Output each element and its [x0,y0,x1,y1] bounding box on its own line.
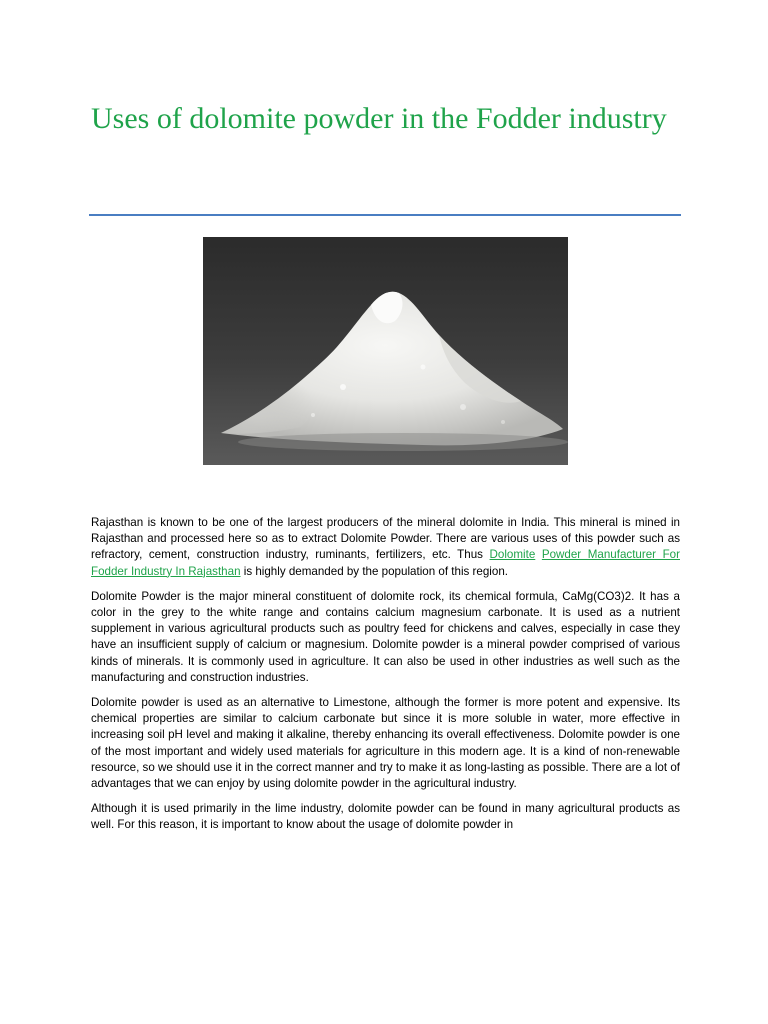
dolomite-powder-image [203,237,568,465]
paragraph-1-tail: is highly demanded by the population of this region. [240,564,508,578]
paragraph-1 [91,515,680,580]
title-divider [89,214,681,216]
powder-manufacturer-link[interactable]: Powder Manufacturer For Fodder Industry In Rajasthan [91,548,680,578]
paragraph-2: Dolomite Powder is the major mineral constituent of dolomite rock, its chemical formula, CaMg(CO3)2. It has a color in the grey to the white range and contains calcium magnesium carbonate. It is used as a nutrient supplement in various agricultural products such as poultry feed for chickens and calves, especially in case they have an insufficient supply of calcium or magnesium. Dolomite powder is a mineral powder comprised of various kinds of minerals. It is commonly used in agriculture. It can also be used in other industries as well such as the manufacturing and construction industries. [91,589,680,684]
paragraph-4: Although it is used primarily in the lime industry, dolomite powder can be found in many agricultural products as well. For this reason, it is important to know about the usage of dolomite powder in [91,802,680,832]
paragraph-1-text: Rajasthan is known to be one of the largest producers of the mineral dolomite in India. This mineral is mined in Rajasthan and processed here so as to extract Dolomite Powder. There are various uses of this powder such as refractory, cement, construction industry, ruminants, fertilizers, etc. Thus [91,516,680,562]
paragraph-3: Dolomite powder is used as an alternative to Limestone, although the former is more potent and expensive. Its chemical properties are similar to calcium carbonate but since it is more soluble in water, more effective in increasing soil pH level and making it alkaline, thereby enhancing its overall effectiveness. Dolomite powder is one of the most important and widely used materials for agriculture in this modern age. It is a kind of non-renewable resource, so we should use it in the correct manner and try to make it as long-lasting as possible. There are a lot of advantages that we can enjoy by using dolomite powder in the agricultural industry. [91,696,680,791]
page-title: Uses of dolomite powder in the Fodder industry [91,102,667,135]
dolomite-link[interactable]: Dolomite [489,548,536,562]
article-body [91,515,680,843]
